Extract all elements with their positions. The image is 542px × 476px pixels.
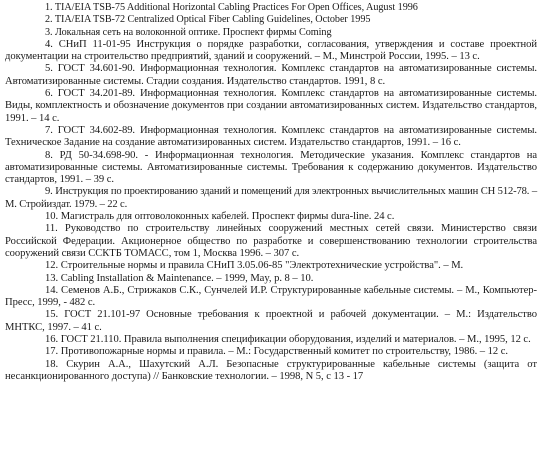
reference-item: 11. Руководство по строительству линейных сооружений местных сетей связи. Министерство связи Российской Федерации. Акционерное общество по разработке и совершенствованию технологии строительства сооружений связи ССКТБ ТОМАСС, том 1, Москва 1996. – 307 с. <box>5 223 537 259</box>
reference-item: 10. Магистраль для оптоволоконных кабелей. Проспект фирмы dura-line. 24 с. <box>45 211 395 223</box>
reference-list <box>5 2 537 383</box>
reference-item: 17. Противопожарные нормы и правила. – М.: Государственный комитет по строительству, 1986. – 12 с. <box>45 346 508 358</box>
reference-item: 7. ГОСТ 34.602-89. Информационная технология. Комплекс стандартов на автоматизированные системы. Техническое Задание на создание автоматизированных систем. Издательство стандартов, 1991. – 16 с. <box>5 124 537 149</box>
reference-item: 5. ГОСТ 34.601-90. Информационная технология. Комплекс стандартов на автоматизированные системы. Автоматизированные системы. Стадии создания. Издательство стандартов. 1991, 8 с. <box>5 63 537 87</box>
reference-item: 9. Инструкция по проектированию зданий и помещений для электронных вычислительных машин СН 512-78. – М. Стройиздат. 1979. – 22 с. <box>5 186 537 210</box>
reference-item: 18. Скурин А.А., Шахутский А.Л. Безопасные структурированные кабельные системы (защита от несанкционированного доступа) // Банковские технологии. – 1998, N 5, с 13 - 17 <box>5 358 537 382</box>
reference-item: 14. Семенов А.Б., Стрижаков С.К., Сунчелей И.Р. Структурированные кабельные системы. – М., Компьютер-Пресс, 1999, - 482 с. <box>5 284 537 309</box>
reference-item: 6. ГОСТ 34.201-89. Информационная технология. Комплекс стандартов на автоматизированные системы. Виды, комплектность и обозначение документов при создании автоматизированных систем. Издательство стандартов, 1991. – 14 с. <box>5 88 537 124</box>
reference-item: 15. ГОСТ 21.101-97 Основные требования к проектной и рабочей документации. – М.: Издательство МНТКС, 1997. – 41 с. <box>5 309 537 333</box>
reference-item: 2. TIA/EIA TSB-72 Centralized Optical Fiber Cabling Guidelines, October 1995 <box>45 14 371 26</box>
reference-item: 13. Cabling Installation & Maintenance. – 1999, May, p. 8 – 10. <box>45 272 314 284</box>
reference-item: 16. ГОСТ 21.110. Правила выполнения спецификации оборудования, изделий и материалов. – М., 1995, 12 с. <box>45 334 531 346</box>
reference-item: 12. Строительные нормы и правила СНиП 3.05.06-85 "Электротехнические устройства". – М. <box>45 260 464 272</box>
reference-item: 1. TIA/EIA TSB-75 Additional Horizontal Cabling Practices For Open Offices, August 1996 <box>45 2 418 13</box>
reference-item: 4. СНиП 11-01-95 Инструкция о порядке разработки, согласования, утверждения и составе проектной документации на строительство предприятий, зданий и сооружений. – М., Минстрой России, 1995. – 13 с. <box>5 38 537 63</box>
reference-item: 3. Локальная сеть на волоконной оптике. Проспект фирмы Coming <box>45 26 332 38</box>
reference-item: 8. РД 50-34.698-90. - Информационная технология. Методические указания. Комплекс стандартов на автоматизированные системы. Автоматизированные системы. Требования к содержанию документов. Издательство стандартов, 1991. – 39 с. <box>5 149 537 186</box>
